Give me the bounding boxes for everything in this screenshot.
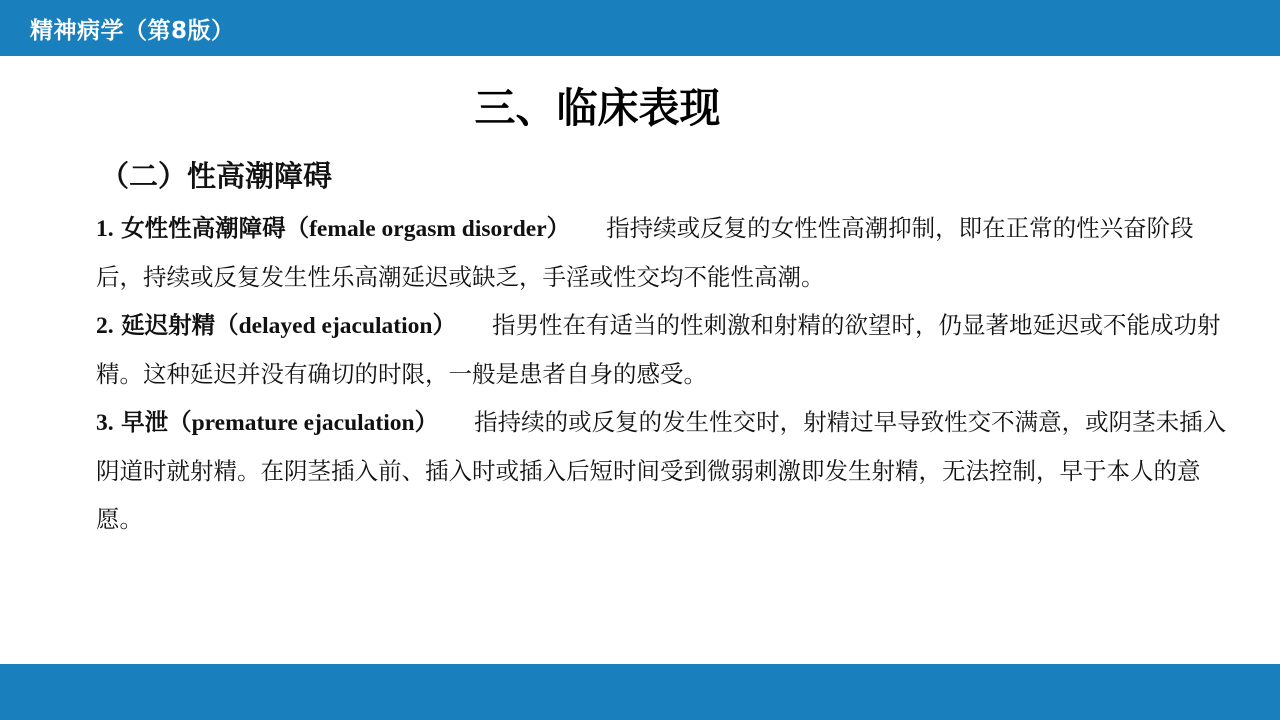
list-item-premature-ejaculation [96,398,1231,543]
item-open-paren: （ [285,214,310,242]
item-open-paren: （ [168,408,192,436]
list-item-delayed-ejaculation [96,301,1231,398]
footer-bar [0,664,1280,720]
item-english-term: female orgasm disorder [309,216,547,242]
item-close-paren: ） [414,408,439,436]
section-subheading: （二）性高潮障碍 [100,159,333,193]
item-close-paren: ） [546,214,571,242]
item-number: 2. [96,313,114,339]
item-description: 指男性在有适当的性刺激和射精的欲望时，仍显著地延迟或不能成功射精。这种延迟并没有确切的时限，一般是患者自身的感受。 [96,311,1221,388]
item-title: 延迟射精 [121,311,216,339]
item-close-paren: ） [432,311,456,339]
list-item-female-orgasm-disorder [96,204,1231,301]
item-english-term: delayed ejaculation [238,313,433,339]
item-title: 早泄 [121,408,169,436]
item-description: 指持续的或反复的发生性交时，射精过早导致性交不满意，或阴茎未插入阴道时就射精。在阴茎插入前、插入时或插入后短时间受到微弱刺激即发生射精，无法控制，早于本人的意愿。 [96,408,1227,533]
item-description: 指持续或反复的女性性高潮抑制，即在正常的性兴奋阶段后，持续或反复发生性乐高潮延迟或缺乏，手淫或性交均不能性高潮。 [96,214,1194,291]
item-number: 3. [96,410,114,436]
content-body [96,204,1231,543]
course-title: 精神病学（第8版） [30,18,235,44]
item-open-paren: （ [215,311,239,339]
item-title: 女性性高潮障碍 [121,214,286,242]
item-english-term: premature ejaculation [191,410,415,436]
header-bar [0,0,1280,56]
item-number: 1. [96,216,114,242]
slide-heading: 三、临床表现 [474,84,721,132]
